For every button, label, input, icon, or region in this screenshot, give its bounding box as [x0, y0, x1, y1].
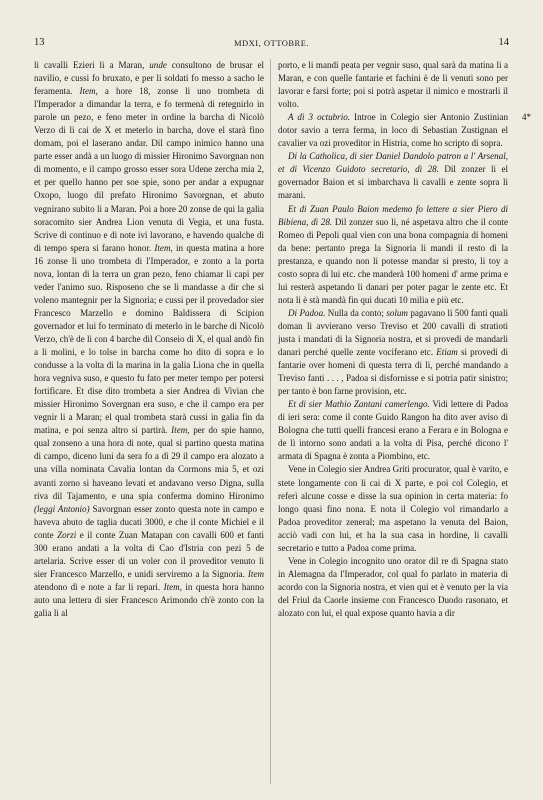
- paragraph: [278, 463, 508, 554]
- text-run: li cavalli Ezieri li a Maran,: [34, 60, 150, 70]
- text-run: Vene in Colegio incognito uno orator dil re di Spagna stato in Alemagna da l'Imperador, col qual fo parlato in materia di acordo con la Signoria nostra, et vien qui et è venuto per la via del Friul da Caorle insieme con Francesco Duodo rasonato, et alozato con lui, el qual expose quanto havia a dir: [278, 555, 508, 618]
- left-column: [34, 59, 264, 791]
- text-run: in questa hora hanno auto una lettera di sier Francesco Arimondo ch'è zonto con la galia li al: [34, 581, 264, 618]
- italic-text: Item,: [154, 242, 173, 253]
- running-title: MDXI, OTTOBRE.: [233, 38, 310, 48]
- page-header: [34, 37, 509, 53]
- paragraph: [278, 398, 508, 463]
- paragraph: [278, 203, 508, 307]
- italic-text: Item,: [171, 425, 190, 436]
- text-run: Dil zonzer suo li, né aspetava altro che il conte Romeo di Pepoli qual vien con una bona compagnia di homeni da bene: pertanto prega la Signoria li mandi il resto di la prestanza, e quando non li potesse mandar si presto, li toy a costo sopra di lui etc. che manderà 100 homeni d' arme prima e lui resterà aspetando li danari per poter pagar le zente etc. Et nota li è stà mandà fin qui ducati 10 milia e più etc.: [278, 216, 508, 305]
- italic-text: Et di sier Mathio Zantani camerlengo.: [288, 399, 430, 410]
- text-run: per do spie hanno, qual zonseno a una hora di note, qual si partino questa matina di campo, diceno luni da sera fo a dì 29 il campo era alozato a una villa nominata Cavalia lontan da Cormons mia 5, et ozi avanti zorno si haveano levati et andavano verso Digna, sulla riva dil Tajamento, e una spia conferma domino Hironimo: [34, 425, 264, 501]
- italic-text: Di la Catholica, di sier Daniel Dandolo patron a l' Arsenal, et di Vicenzo Guidoto secretario, dì 28.: [278, 151, 508, 175]
- paragraph: [278, 59, 508, 111]
- text-run: in questa matina a hore 16 zonse li uno trombeta di l'Imperador, e zonto a la porta nova, lontan di la terra un gran pezo, feno chiamar li capi per veder l'animo suo. Risposeno che se li mandasse a dir che si voleno mantegnir per la Signoria; e cussi per il provedador sier Francesco Marzello e domino Baldissera di Scipion governador et lui fo terminato di meterlo in le barche di Nicolò Verzo, ch'è de li con 4 barche dil Conseio di X, el qual andò fin a li molini, e lo tolse in barcha come ho dito di sopra e lo condusse a la volta di la marina in la galia Liona che in quella hora vegniva suso, e questo fu fato per meter tempo per potersi fortificare. Et dise dito trombeta a sier Andrea di Vivian che missier Hironimo Sovergnan era suso, e che il campo era per vegnir li a Maran; el qual trombeta starà cussi in galia fin da matina, e poi senza altro si partirà.: [34, 242, 264, 436]
- text-run: Dil zonzer li el governador Baion et si imbarchava li cavalli e zente sopra li marani.: [278, 164, 508, 201]
- italic-text: Zorzi: [57, 529, 77, 540]
- text-run: Nulla da conto;: [325, 307, 387, 318]
- text-run: Vidi lettere di Padoa di ieri sera: come il conte Guido Rangon ha dito aver aviso di Bologna che tutti quelli francesi erano a Ferara e in Bologna e de lì intorno sono andati a la volta di Pisa, perché dicono l' armata di Spagna è zonta a Piombino, etc.: [278, 399, 508, 462]
- paragraph: [278, 111, 508, 150]
- italic-text: Item,: [79, 86, 98, 97]
- italic-text: Item,: [163, 581, 182, 592]
- text-run: e il conte Zuan Matapan con cavalli 600 et fanti 300 erano andati a la volta di Cao d'Istria con pezi 5 de artelaria. Scrive esser di un voler con il proveditor venuto li sier Francesco Marzello, e unidi serviremo a la Signoria.: [34, 529, 264, 579]
- paragraph: [34, 59, 264, 620]
- italic-text: Di Padoa.: [288, 307, 326, 318]
- text-run: consultono de brusar el navilio, e cussi fo bruxato, e per li soldati fo messo a sacho le feramenta.: [34, 60, 264, 97]
- text-run: atendono dì e note a far li repari.: [34, 581, 164, 592]
- text-run: Savorgnan esser zonto questa note in campo e haveva abuto de taglia ducati 3000, e che il conte Michiel e il conte: [34, 503, 264, 540]
- text-run: pagavano li 500 fanti quali doman li avvierano verso Treviso et 200 cavalli di stratioti justa i mandati di la Signoria nostra, et si provedi de mandarli danari perché quelle zente vociferano etc.: [278, 307, 508, 358]
- margin-note: 4*: [522, 112, 531, 122]
- page-number-left: 13: [34, 37, 45, 48]
- italic-text: Et di Zuan Paulo Baion medemo fo lettere a sier Piero di Bibiena, dì 28.: [278, 203, 508, 227]
- text-run: a hore 18, zonse li uno trombeta di l'Imperador a dimandar la terra, e fo termenà di retegnirlo in parole un pezo, e feno meter in ordine la barcha di Nicolò Verzo di li cai de X et meterlo in barcha, dove el starà fino domam, poi el laserano andar. Dil campo inimico hanno una parte esser andà a un luogo di missier Hironimo Savorgnan non di momento, e il campo grosso esser sora Udene zercha mia 2, et per quello hanno per soe spie, sono per andar a expugnar Oxopo, luogo dil prefato Hironimo Savorgnan, et abuto vegnirano subito lì a Maran. Poi a hore 20 zonse de qui la galia soracomito sier Andrea Lion venuta di Vegia, et una fusta. Scrive di continuo e di note ivi lavorano, e havendo qualche dì di tempo spera si farano honor.: [34, 86, 264, 253]
- italic-text: A dì 3 octubrio.: [288, 112, 350, 123]
- paragraph: [278, 555, 508, 620]
- italic-text: solum: [386, 307, 408, 318]
- italic-text: (leggi Antonio): [34, 503, 90, 514]
- paragraph: [278, 307, 508, 398]
- italic-text: Item: [247, 568, 264, 579]
- page-number-right: 14: [498, 37, 509, 48]
- paragraph: [278, 150, 508, 202]
- italic-text: unde: [149, 60, 167, 70]
- text-run: Introe in Colegio sier Antonio Zustinian dotor savio a terra ferma, in loco di Sebastian Zustignan el cavalier va ozi proveditor in Histria, come ho scripto di sopra.: [278, 112, 508, 149]
- text-run: si provedi di fantarie over homeni di questa terra di lì, perché mandando a Treviso fanti . . . , Padoa si disfornisse e si potria patir sinistro; per tanto è bon farne provision, etc.: [278, 347, 508, 397]
- text-run: porto, e li mandi peata per vegnir suso, qual sarà da matina li a Maran, e con quelle fantarie et fachini è de li venuti sono per lavorar e farsi forte; poi si potrà aspetar il nimico e mostrarli il volto.: [278, 60, 508, 110]
- column-divider: [270, 59, 271, 784]
- text-run: Vene in Colegio sier Andrea Griti procurator, qual è varito, e stete longamente con li cai di X parte, e poi col Colegio, et referì alcune cosse e disse la sua opinion in certa materia: fo longo quasi fino nona. E nota il Colegio vol rimandarlo a Padoa proveditor zeneral; ma aspetano la venuta del Baion, acciò vadi con lui, et ha la sua casa in hordine, li cavalli secretario e tutto a Padoa come prima.: [278, 464, 508, 553]
- italic-text: Etiam: [436, 347, 458, 358]
- right-column: [278, 59, 508, 791]
